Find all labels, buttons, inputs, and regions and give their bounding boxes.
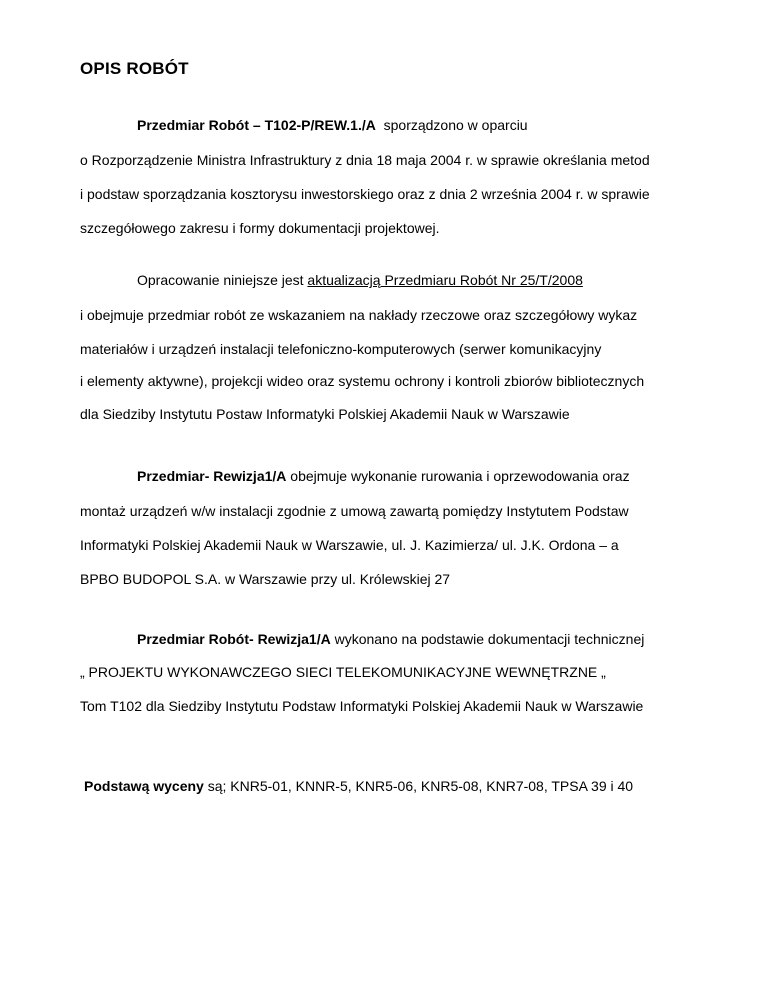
p1-line-1-rest: sporządzono w oparciu <box>383 117 528 133</box>
p5-line-1 <box>84 777 633 795</box>
p2-underlined-reference: aktualizacją Przedmiaru Robót Nr 25/T/2008 <box>307 272 583 288</box>
p4-line-1-rest: wykonano na podstawie dokumentacji technicznej <box>330 631 645 647</box>
p1-line-4: szczegółowego zakresu i formy dokumentacji projektowej. <box>80 220 440 236</box>
p5-bold-lead: Podstawą wyceny <box>84 778 204 794</box>
p2-line-5: dla Siedziby Instytutu Postaw Informatyki Polskiej Akademii Nauk w Warszawie <box>80 406 570 422</box>
p2-line-1 <box>137 271 583 289</box>
p3-line-4: BPBO BUDOPOL S.A. w Warszawie przy ul. Królewskiej 27 <box>80 571 451 587</box>
p4-line-2: „ PROJEKTU WYKONAWCZEGO SIECI TELEKOMUNIKACYJNE WEWNĘTRZNE „ <box>80 664 606 680</box>
p1-line-1 <box>137 116 528 134</box>
p4-line-3: Tom T102 dla Siedziby Instytutu Podstaw Informatyki Polskiej Akademii Nauk w Warszawie <box>80 698 644 714</box>
p1-line-3: i podstaw sporządzania kosztorysu inwestorskiego oraz z dnia 2 września 2004 r. w sprawie <box>80 186 650 202</box>
document-title: OPIS ROBÓT <box>80 59 189 78</box>
p2-line-4: i elementy aktywne), projekcji wideo oraz systemu ochrony i kontroli zbiorów bibliotecznych <box>80 373 645 389</box>
p5-line-1-rest: są; KNR5-01, KNNR-5, KNR5-06, KNR5-08, KNR7-08, TPSA 39 i 40 <box>203 778 634 794</box>
p4-line-1 <box>137 630 644 648</box>
p3-line-1 <box>137 467 630 485</box>
p3-line-2: montaż urządzeń w/w instalacji zgodnie z umową zawartą pomiędzy Instytutem Podstaw <box>80 503 629 519</box>
p2-lead: Opracowanie niniejsze jest <box>137 272 308 288</box>
p2-line-3: materiałów i urządzeń instalacji telefoniczno-komputerowych (serwer komunikacyjny <box>80 341 602 357</box>
p3-bold-lead: Przedmiar- Rewizja1/A <box>137 468 287 484</box>
p2-line-2: i obejmuje przedmiar robót ze wskazaniem na nakłady rzeczowe oraz szczegółowy wykaz <box>80 307 638 323</box>
p3-line-3: Informatyki Polskiej Akademii Nauk w Warszawie, ul. J. Kazimierza/ ul. J.K. Ordona – a <box>80 537 619 553</box>
p4-bold-lead: Przedmiar Robót- Rewizja1/A <box>137 631 331 647</box>
p1-bold-lead: Przedmiar Robót – T102-P/REW.1./A <box>137 117 376 133</box>
p1-line-2: o Rozporządzenie Ministra Infrastruktury z dnia 18 maja 2004 r. w sprawie określania metod <box>80 152 650 168</box>
p3-line-1-rest: obejmuje wykonanie rurowania i oprzewodowania oraz <box>286 468 630 484</box>
